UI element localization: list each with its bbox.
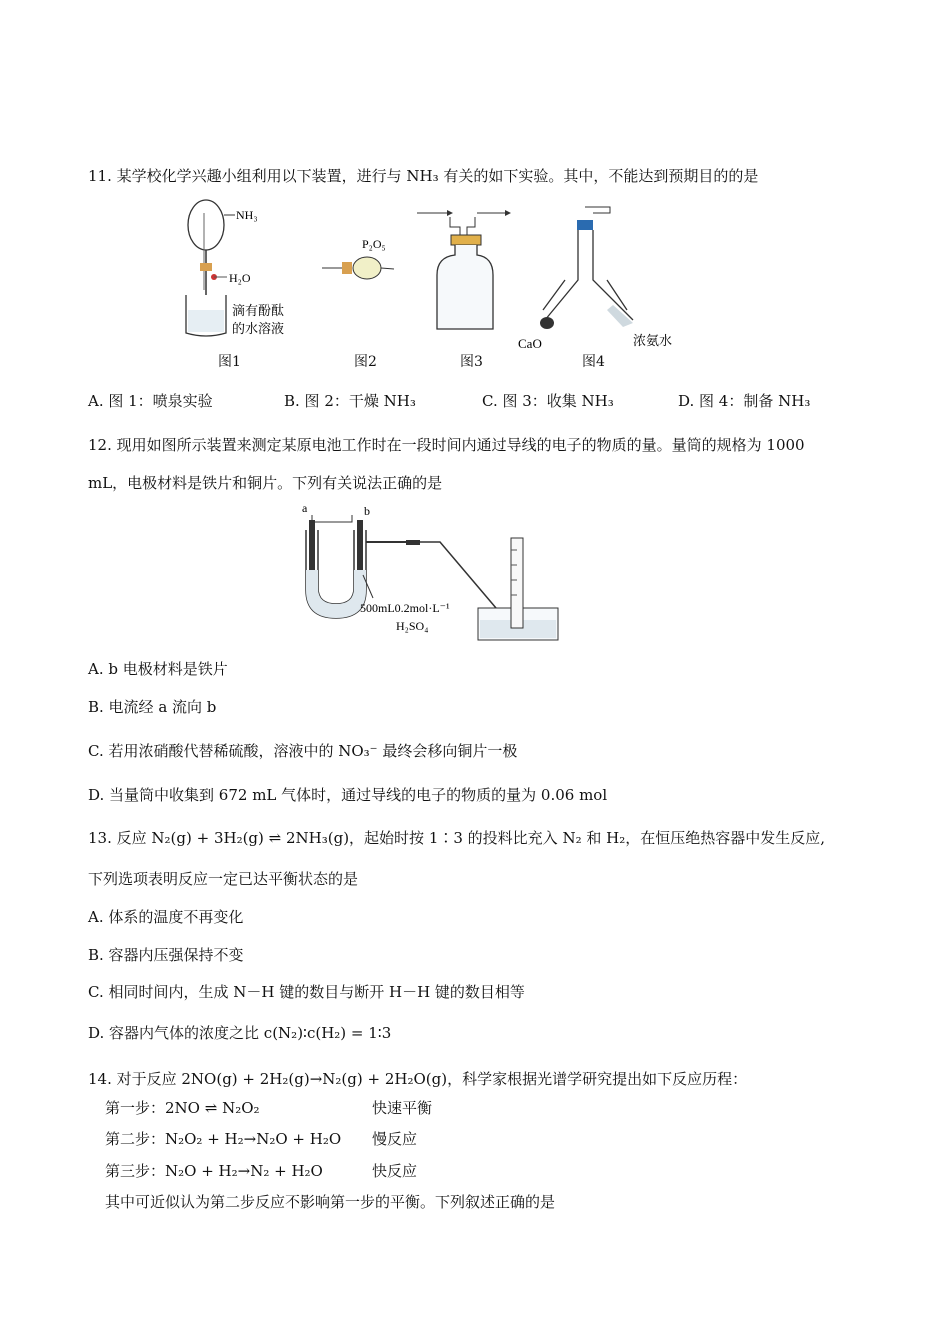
fig2-drying-tube	[322, 235, 397, 285]
q12-option-c: C. 若用浓硝酸代替稀硫酸，溶液中的 NO₃⁻ 最终会移向铜片一极	[88, 742, 518, 760]
fig1-nh3-label: NH₃	[236, 208, 258, 222]
q13-stem-line1: 13. 反应 N₂(g) + 3H₂(g) ⇌ 2NH₃(g)，起始时按 1∶3 的投料比充入 N₂ 和 H₂，在恒压绝热容器中发生反应,	[88, 829, 825, 847]
fig4-ammonia-label: 浓氨水	[633, 333, 673, 348]
q11-stem: 11. 某学校化学兴趣小组利用以下装置，进行与 NH₃ 有关的如下实验。其中，不能达到预期目的的是	[88, 167, 759, 185]
fig1-fountain-apparatus	[180, 195, 310, 345]
fig1-caption: 图1	[218, 354, 241, 370]
fig4-y-tube	[515, 205, 690, 350]
q12-option-a: A. b 电极材料是铁片	[88, 660, 228, 678]
electrode-a-label: a	[302, 501, 308, 515]
fig4-cao-label: CaO	[518, 336, 542, 350]
q14-step1-name: 第一步：2NO ⇌ N₂O₂	[105, 1099, 260, 1117]
fig3-caption: 图3	[460, 354, 483, 370]
q14-tail: 其中可近似认为第二步反应不影响第一步的平衡。下列叙述正确的是	[105, 1193, 556, 1211]
q14-step3-rate: 快反应	[372, 1162, 418, 1180]
q13-option-b: B. 容器内压强保持不变	[88, 946, 244, 964]
fig1-solution-label1: 滴有酚酞	[232, 303, 285, 318]
fig1-h2o-label: H₂O	[229, 271, 251, 285]
q12-option-b: B. 电流经 a 流向 b	[88, 698, 217, 716]
q14-step3-name: 第三步：N₂O + H₂→N₂ + H₂O	[105, 1162, 323, 1180]
fig4-caption: 图4	[582, 354, 605, 370]
electrode-b-label: b	[364, 504, 370, 518]
fig2-p2o5-label: P₂O₅	[362, 237, 386, 251]
q12-option-d: D. 当量筒中收集到 672 mL 气体时，通过导线的电子的物质的量为 0.06 mol	[88, 786, 608, 804]
q14-stem: 14. 对于反应 2NO(g) + 2H₂(g)→N₂(g) + 2H₂O(g)，科学家根据光谱学研究提出如下反应历程：	[88, 1070, 748, 1088]
q13-option-a: A. 体系的温度不再变化	[88, 908, 244, 926]
fig2-caption: 图2	[354, 354, 377, 370]
q11-option-a: A. 图 1：喷泉实验	[88, 392, 213, 410]
q14-step2-rate: 慢反应	[372, 1130, 418, 1148]
electrolyte-formula-label: H₂SO₄	[396, 619, 429, 633]
q11-option-b: B. 图 2：干燥 NH₃	[284, 392, 416, 410]
q12-stem-line1: 12. 现用如图所示装置来测定某原电池工作时在一段时间内通过导线的电子的物质的量。量筒的规格为 1000	[88, 436, 805, 454]
q13-stem-line2: 下列选项表明反应一定已达平衡状态的是	[88, 870, 359, 888]
electrolyte-conc-label: 500mL0.2mol·L⁻¹	[360, 601, 450, 615]
q13-option-d: D. 容器内气体的浓度之比 c(N₂)∶c(H₂) = 1∶3	[88, 1024, 392, 1042]
q12-galvanic-cell-figure	[298, 500, 560, 645]
q11-option-c: C. 图 3：收集 NH₃	[482, 392, 614, 410]
q14-step2-name: 第二步：N₂O₂ + H₂→N₂O + H₂O	[105, 1130, 342, 1148]
q12-stem-line2: mL，电极材料是铁片和铜片。下列有关说法正确的是	[88, 474, 443, 492]
fig1-solution-label2: 的水溶液	[232, 321, 285, 336]
q14-step1-rate: 快速平衡	[372, 1099, 433, 1117]
q13-option-c: C. 相同时间内，生成 N－H 键的数目与断开 H－H 键的数目相等	[88, 983, 525, 1001]
fig3-gas-bottle	[415, 205, 515, 335]
q11-option-d: D. 图 4：制备 NH₃	[678, 392, 811, 410]
